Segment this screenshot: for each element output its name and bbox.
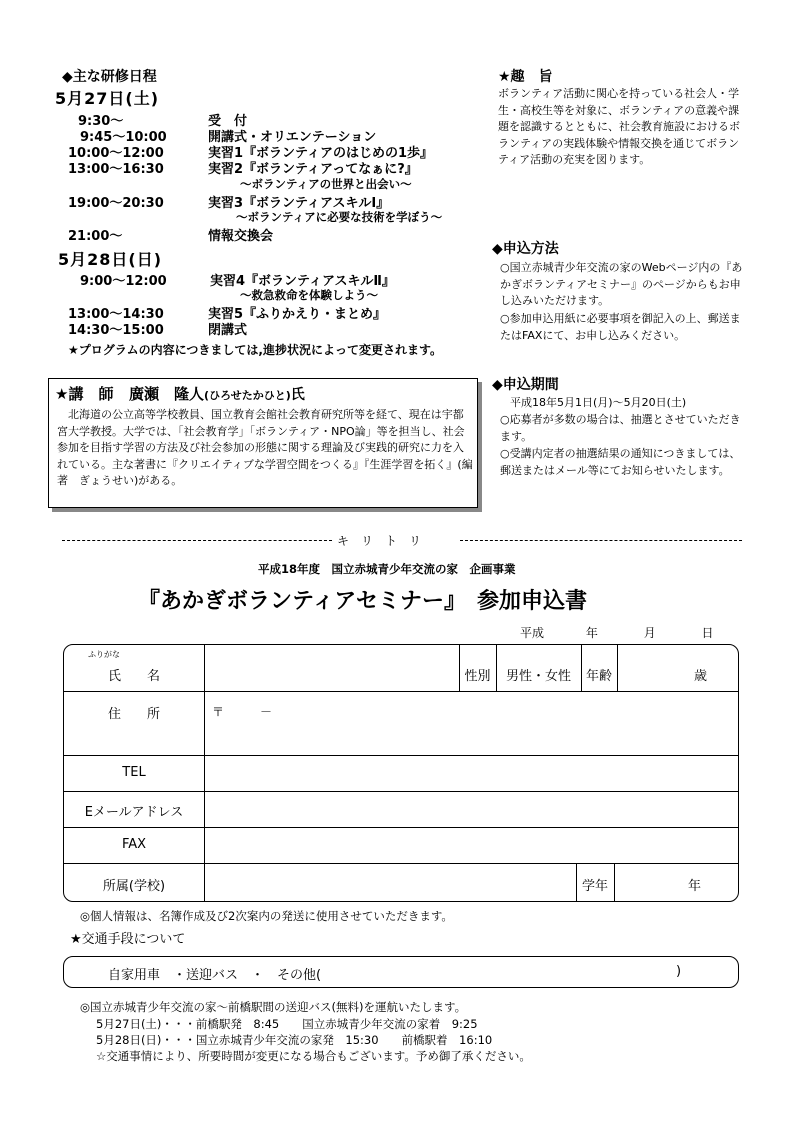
schedule-row [80,270,480,289]
schedule-row [68,192,478,211]
schedule-event: 情報交換会 [208,229,274,244]
postal-mark: 〒 － [212,705,273,719]
bus-schedule-day1: 5月27日(土)・・・前橋駅発 8:45 国立赤城青少年交流の家着 9:25 [96,1017,478,1031]
bus-note: ◎国立赤城青少年交流の家～前橋駅間の送迎バス(無料)を運航いたします。 [80,1000,467,1014]
schedule-note: ★プログラムの内容につきましては,進捗状況によって変更されます。 [68,343,442,357]
schedule-time: 9:45～10:00 [80,130,167,145]
schedule-event: 開講式・オリエンテーション [208,130,377,145]
grade-field[interactable] [615,864,738,901]
schedule-time: 9:30～ [78,114,124,129]
cutline-label: キ リ ト リ [337,534,422,548]
apply-method-title: ◆申込方法 [492,241,559,257]
transport-close: ) [676,964,682,979]
name-field[interactable] [205,645,458,691]
schedule-title: ◆主な研修日程 [62,69,157,85]
purpose-title: ★趣 旨 [498,69,553,85]
transport-title: ★交通手段について [70,932,186,947]
instructor-heading [55,383,305,404]
schedule-time: 9:00～12:00 [80,274,167,289]
affiliation-field[interactable] [205,864,575,901]
gender-label: 性別 [464,669,491,684]
instructor-bio: 北海道の公立高等学校教員、国立教育会館社会教育研究所等を経て、現在は宇都宮大学教授。大学では、「社会教育学」「ボランティア・NPO論」等を担当し、社会参加を目指す学習の方法及び社会参加の形態に関する理論及び実践的研究に力を入れている。主な著書に『クリエイティブな学習空間をつくる』『生涯学習を拓く』(編著 ぎょうせい)がある。 [57,408,473,487]
day1-heading: 5月27日(土) [55,89,160,108]
schedule-event: 実習3『ボランティアスキルⅠ』 [208,196,390,211]
gender-options[interactable]: 男性・女性 [505,669,571,684]
form-date [520,624,714,641]
schedule-event: 受 付 [208,114,248,129]
age-field[interactable] [618,645,738,691]
apply-period-item: ○受講内定者の抽選結果の通知につきましては、郵送またはメール等にてお知らせいたします。 [500,447,741,477]
apply-period-title: ◆申込期間 [492,377,559,393]
fax-field[interactable] [205,828,738,863]
age-unit: 歳 [694,669,708,684]
tel-label: TEL [122,765,146,780]
apply-method-item: ○参加申込用紙に必要事項を御記入の上、郵送またはFAXにて、お申し込みください。 [500,312,741,342]
apply-period-item: ○応募者が多数の場合は、抽選とさせていただきます。 [500,413,741,443]
schedule-row [68,158,478,177]
instructor-box [48,378,478,508]
transport-options[interactable]: 自家用車 ・送迎バス ・ その他( [108,968,322,983]
grade-unit: 年 [688,879,702,894]
instructor-suffix: 氏 [290,387,305,403]
cutline-right [460,540,742,541]
schedule-event: 実習1『ボランティアのはじめの1歩』 [208,146,434,161]
schedule-time: 21:00～ [68,229,123,244]
schedule-event: 実習2『ボランティアってなぁに?』 [208,162,418,177]
bus-traffic-note: ☆交通事情により、所要時間が変更になる場合もございます。予め御了承ください。 [96,1049,531,1063]
form-subtitle: 平成18年度 国立赤城青少年交流の家 企画事業 [258,562,516,576]
schedule-time: 13:00～14:30 [68,307,164,322]
apply-method-item: ○国立赤城青少年交流の家のWebページ内の『あかぎボランティアセミナー』のページからもお申し込みいただけます。 [500,261,743,307]
tel-field[interactable] [205,756,738,791]
schedule-event: 実習5『ふりかえり・まとめ』 [208,307,387,322]
email-field[interactable] [205,792,738,827]
instructor-label: ★講 師 [55,385,114,403]
schedule-subtitle: ～救急救命を体験しよう～ [240,288,378,302]
schedule-event: 実習4『ボランティアスキルⅡ』 [210,274,395,289]
schedule-subtitle: ～ボランティアに必要な技術を学ぼう～ [236,210,443,224]
date-day: 日 [701,626,714,640]
schedule-event: 閉講式 [208,323,248,338]
schedule-time: 10:00～12:00 [68,146,164,161]
form-title: 『あかぎボランティアセミナー』 参加申込書 [138,588,588,614]
schedule-subtitle: ～ボランティアの世界と出会い～ [240,177,412,191]
furigana-label: ふりがな [88,650,120,659]
schedule-time: 14:30～15:00 [68,323,164,338]
schedule-row [68,319,478,338]
schedule-row [68,142,478,161]
grade-label: 学年 [581,879,608,894]
schedule-row [68,303,478,322]
schedule-time: 13:00～16:30 [68,162,164,177]
date-month: 月 [643,626,656,640]
age-label: 年齢 [585,669,612,684]
fax-label: FAX [121,837,147,852]
date-year: 年 [585,626,598,640]
application-form [63,644,739,902]
address-label: 住 所 [107,707,160,722]
schedule-row [78,126,478,145]
schedule-row [78,110,478,129]
cutline-left [62,540,332,541]
address-field[interactable] [205,692,738,755]
purpose-text: ボランティア活動に関心を持っている社会人・学生・高校生等を対象に、ボランティアの意義や課題を認識するとともに、社会教育施設におけるボランティアの実践体験や情報交換を通じてボランティア活動の充実を図ります。 [498,87,740,166]
name-label: 氏 名 [107,669,160,684]
instructor-name: 廣瀬 隆人 [129,385,205,403]
transport-box [63,956,739,988]
schedule-row [68,225,478,244]
apply-period-dates: 平成18年5月1日(月)～5月20日(土) [510,396,687,409]
bus-schedule-day2: 5月28日(日)・・・国立赤城青少年交流の家発 15:30 前橋駅着 16:10 [96,1033,493,1047]
affiliation-label: 所属(学校) [102,879,166,894]
date-era: 平成 [520,626,545,640]
day2-heading: 5月28日(日) [58,250,163,269]
instructor-kana: (ひろせたかひと) [204,389,291,402]
privacy-note: ◎個人情報は、名簿作成及び2次案内の発送に使用させていただきます。 [80,909,453,923]
schedule-time: 19:00～20:30 [68,196,164,211]
email-label: Eメールアドレス [84,805,184,820]
